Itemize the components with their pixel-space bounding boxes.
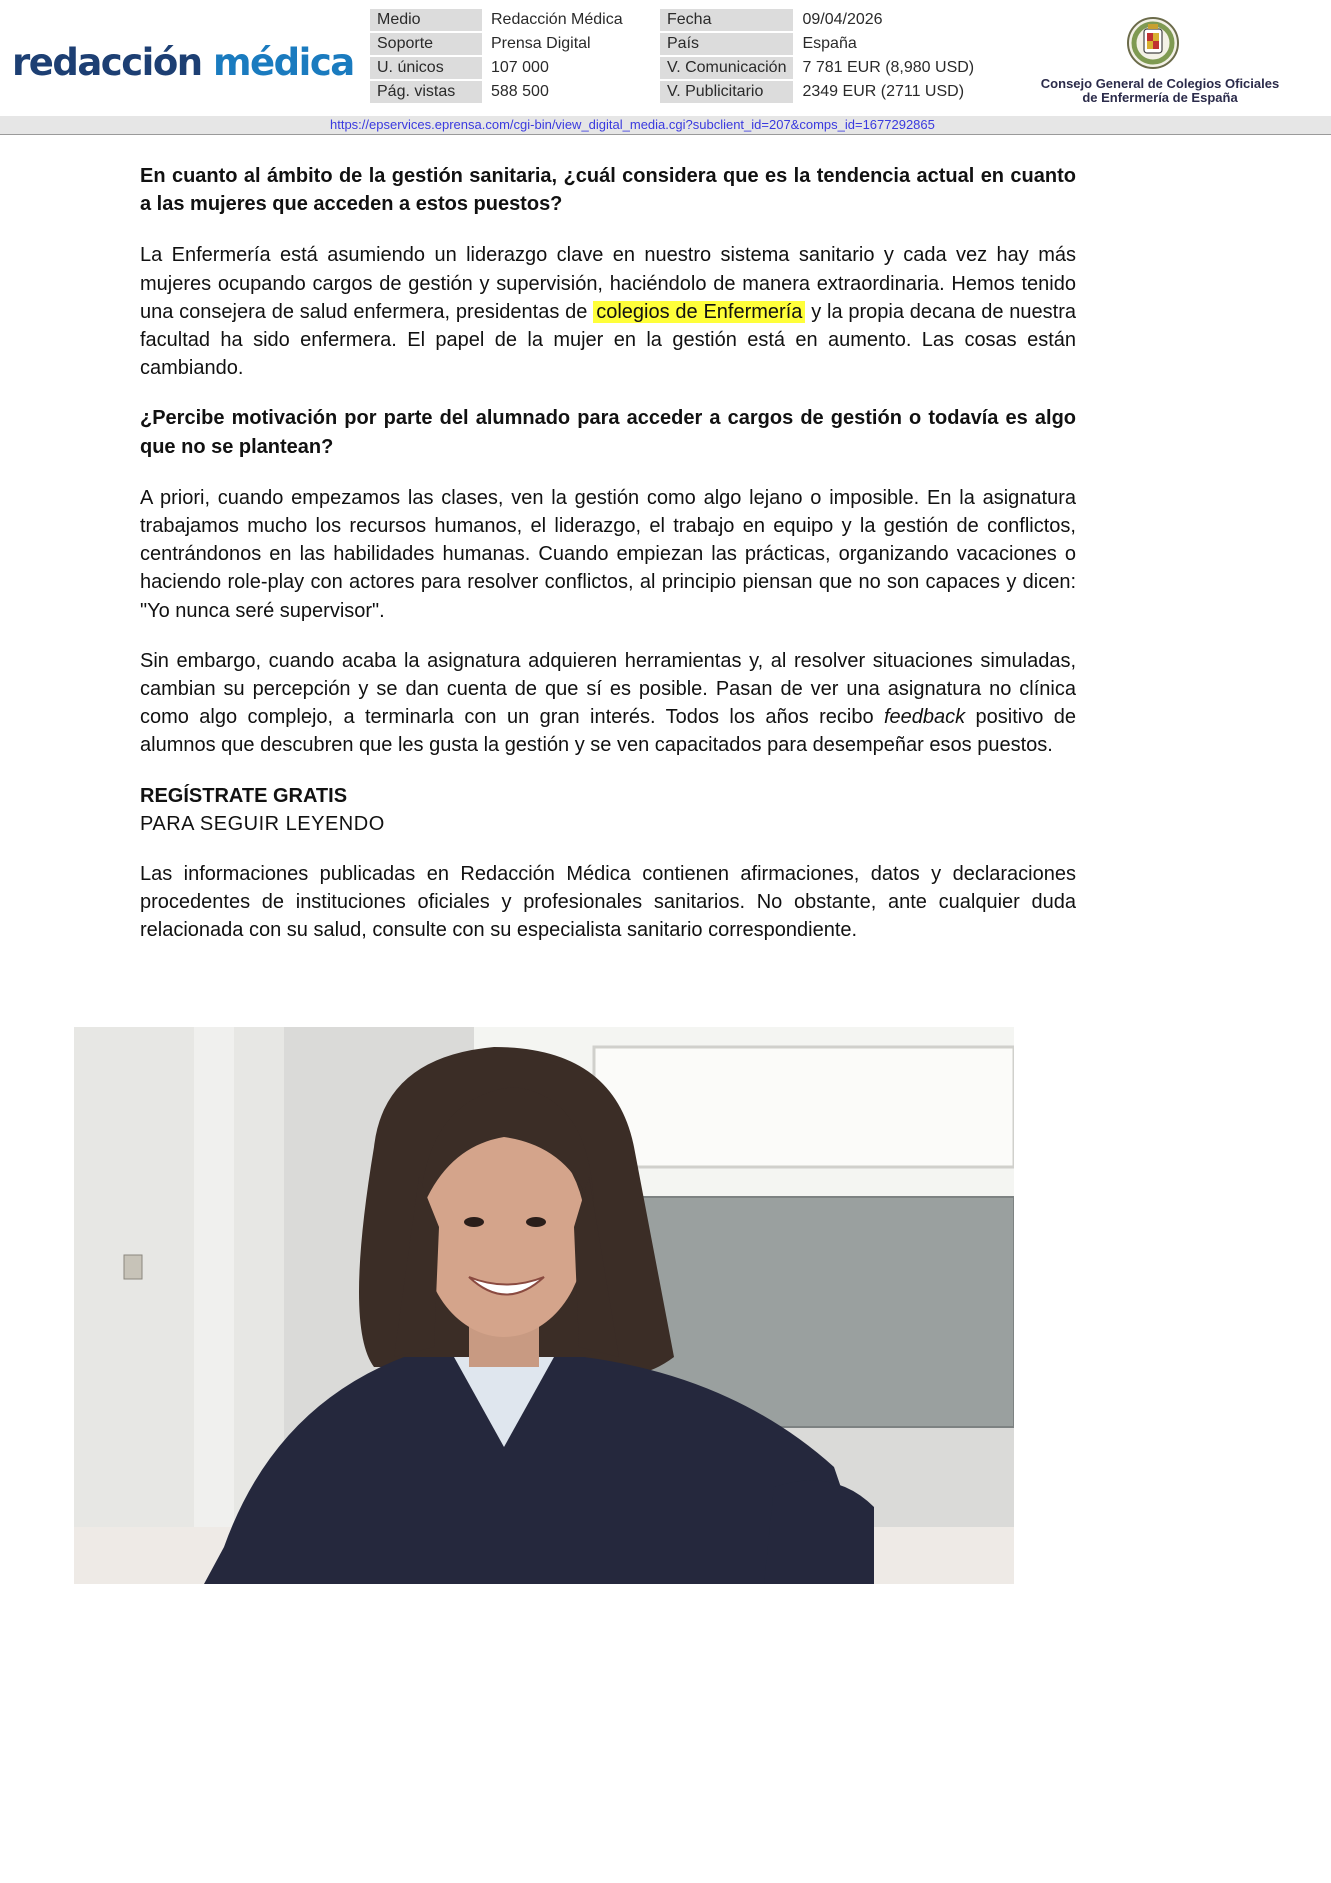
- org-line-2: de Enfermería de España: [1082, 90, 1238, 105]
- answer-text: Sin embargo, cuando acaba la asignatura adquieren herramientas y, al resolver situaciones simuladas, cambian su percepción y se dan cuenta de que sí es posible. Pasan de ver una asignatura no clínica como algo complejo, a terminarla con un gran interés. Todos los años recibo: [140, 649, 1076, 729]
- meta-value: 7 781 EUR (8,980 USD): [802, 59, 975, 76]
- metadata-row: [370, 81, 985, 103]
- meta-value: 588 500: [491, 83, 549, 100]
- answer-paragraph-1: [140, 241, 1076, 382]
- highlighted-keyword-link[interactable]: colegios de Enfermería: [593, 301, 805, 323]
- meta-value: Prensa Digital: [491, 35, 591, 52]
- meta-value: 2349 EUR (2711 USD): [802, 83, 965, 100]
- interviewee-photo: [74, 1027, 1014, 1584]
- interview-question-2: ¿Percibe motivación por parte del alumnado para acceder a cargos de gestión o todavía es algo que no se plantean?: [140, 407, 1076, 458]
- press-clipping-header: [0, 0, 1331, 135]
- meta-label: Pág. vistas: [370, 81, 482, 103]
- source-url-bar: [0, 116, 1331, 135]
- consejo-seal-icon: [1121, 15, 1185, 71]
- article-body: [140, 162, 1076, 967]
- redaccion-medica-logo: [12, 38, 354, 88]
- meta-label: V. Publicitario: [660, 81, 793, 103]
- logo-word-2: médica: [213, 41, 354, 84]
- metadata-row: [370, 9, 985, 31]
- meta-value: España: [802, 35, 857, 52]
- meta-label: País: [660, 33, 793, 55]
- media-metadata-table: [368, 7, 987, 105]
- metadata-row: [370, 33, 985, 55]
- meta-label: Soporte: [370, 33, 482, 55]
- metadata-row: [370, 57, 985, 79]
- meta-value: Redacción Médica: [491, 11, 623, 28]
- answer-paragraph-3: [140, 647, 1076, 760]
- meta-label: Medio: [370, 9, 482, 31]
- register-subtitle: PARA SEGUIR LEYENDO: [140, 812, 385, 835]
- answer-text: La Enfermería está asumiendo un liderazgo clave en nuestro sistema sanitario y cada vez hay más mujeres ocupando cargos de gestión y supervisión, haciéndolo de manera extraordinaria. Hemos tenido una consejera de salud enfermera, presidentas de: [140, 244, 1076, 323]
- disclaimer-paragraph: Las informaciones publicadas en Redacción Médica contienen afirmaciones, datos y declaraciones procedentes de instituciones oficiales y profesionales sanitarios. No obstante, ante cualquier duda relacionada con su salud, consulte con su especialista sanitario correspondiente.: [140, 863, 1076, 942]
- interview-question-1: En cuanto al ámbito de la gestión sanitaria, ¿cuál considera que es la tendencia actual en cuanto a las mujeres que acceden a estos puestos?: [140, 165, 1076, 216]
- answer-text: positivo de alumnos que descubren que les gusta la gestión y se ven capacitados para desempeñar esos puestos.: [140, 706, 1076, 757]
- org-line-1: Consejo General de Colegios Oficiales: [1040, 76, 1280, 91]
- answer-text: y la propia decana de nuestra facultad ha sido enfermera. El papel de la mujer en la gestión está en aumento. Las cosas están cambiando.: [140, 300, 1077, 380]
- meta-label: Fecha: [660, 9, 793, 31]
- logo-word-1: redacción: [12, 41, 202, 84]
- meta-label: U. únicos: [370, 57, 482, 79]
- register-title[interactable]: REGÍSTRATE GRATIS: [140, 784, 348, 807]
- source-url-link[interactable]: https://epservices.eprensa.com/cgi-bin/view_digital_media.cgi?subclient_id=207&comps_id=1677292865: [330, 117, 935, 132]
- answer-paragraph-2: A priori, cuando empezamos las clases, ven la gestión como algo lejano o imposible. En la asignatura trabajamos mucho los recursos humanos, el liderazgo, el trabajo en equipo y la gestión de conflictos, centrándonos en las habilidades humanas. Cuando empiezan las prácticas, organizando vacaciones o haciendo role-play con actores para resolver conflictos, al principio piensan que no son capaces y dicen: "Yo nunca seré supervisor".: [140, 486, 1076, 622]
- organization-name: [1010, 77, 1310, 105]
- italic-term: feedback: [883, 706, 966, 729]
- meta-label: V. Comunicación: [660, 57, 793, 79]
- meta-value: 09/04/2026: [802, 11, 883, 28]
- meta-value: 107 000: [491, 59, 549, 76]
